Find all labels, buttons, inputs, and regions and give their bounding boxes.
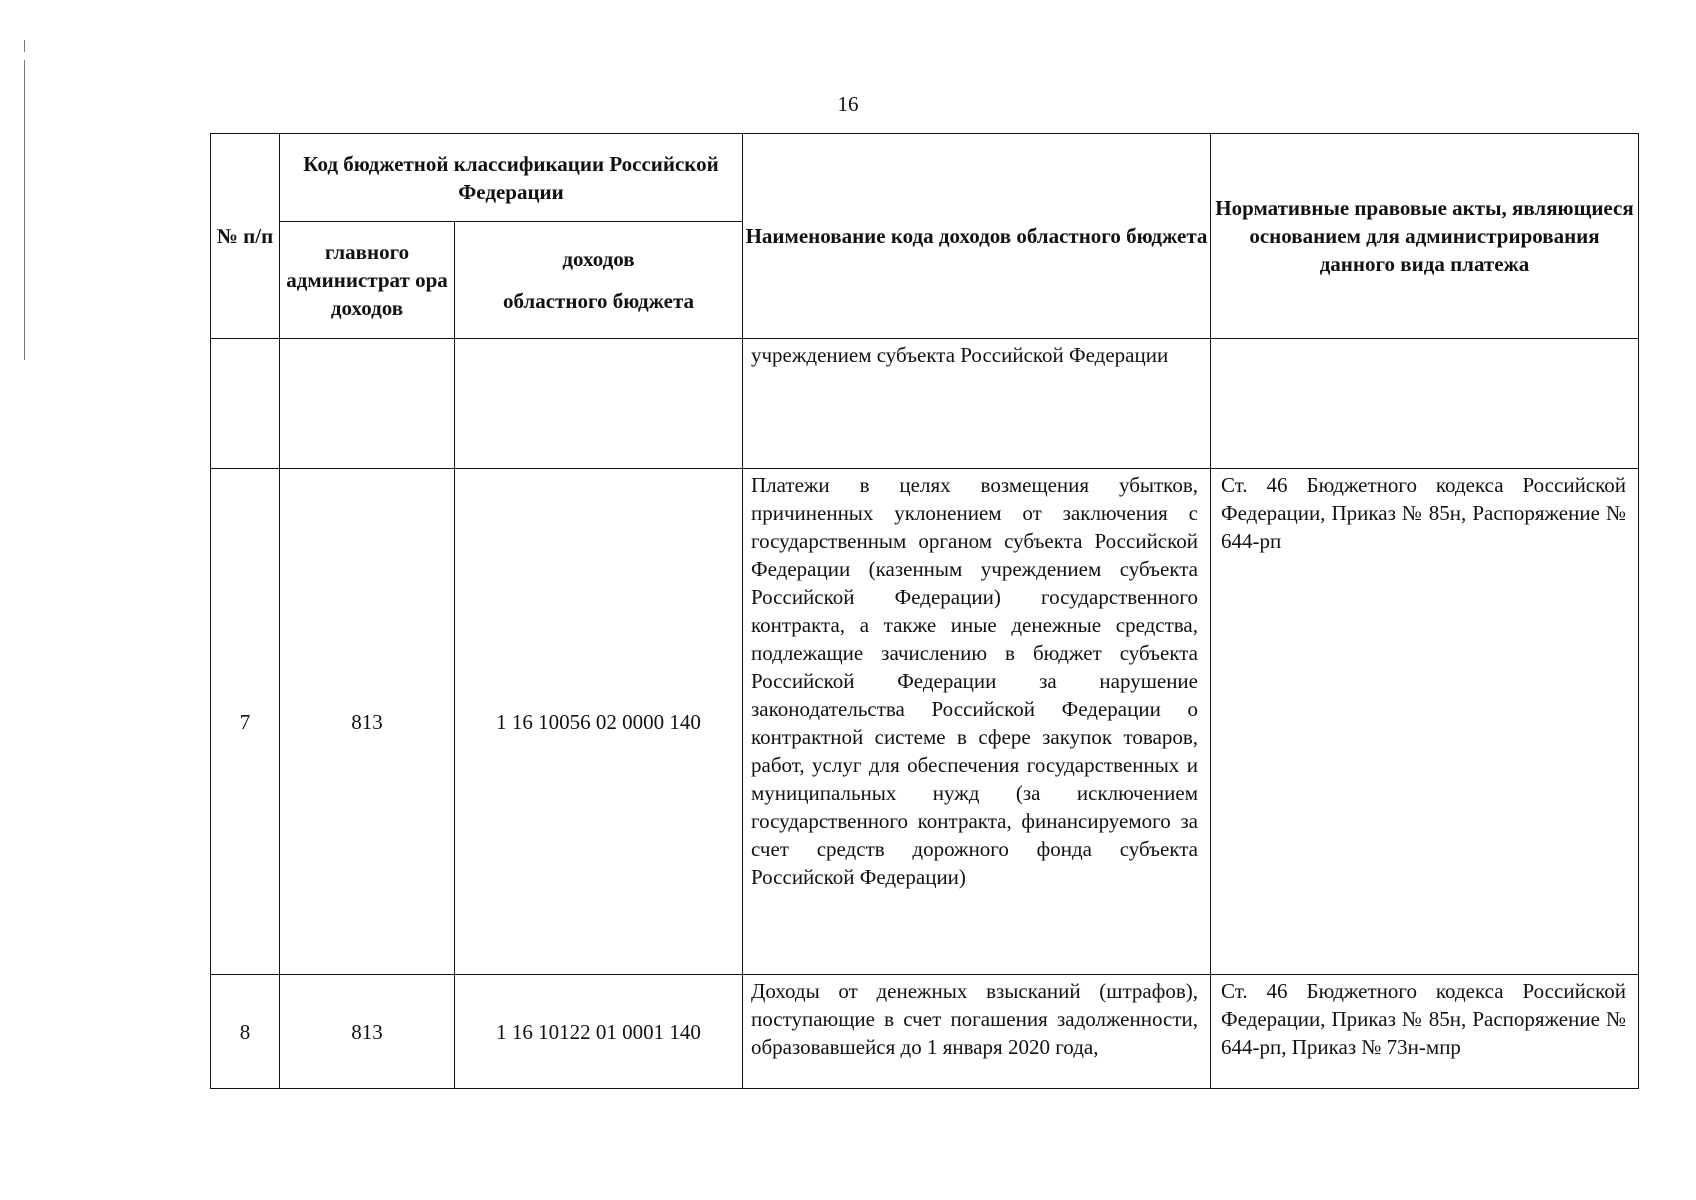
header-income-line2: областного бюджета bbox=[502, 289, 695, 313]
header-income-line1: доходов bbox=[562, 247, 635, 271]
header-name: Наименование кода доходов областного бюджета bbox=[743, 134, 1211, 339]
table-row bbox=[211, 339, 1639, 469]
row-admin-code: 813 bbox=[280, 975, 455, 1089]
margin-mark bbox=[24, 40, 25, 52]
row-description: Доходы от денежных взысканий (штрафов), поступающие в счет погашения задолженности, образовавшейся до 1 января 2020 года, bbox=[743, 975, 1211, 1089]
table-row bbox=[211, 975, 1639, 1089]
header-income-spacer bbox=[455, 273, 742, 287]
table-header bbox=[211, 134, 1639, 339]
header-kbk-group: Код бюджетной классификации Российской Федерации bbox=[280, 134, 743, 222]
row-description: Платежи в целях возмещения убытков, причиненных уклонением от заключения с государственным органом субъекта Российской Федерации (казенным учреждением субъекта Российской Федерации) государственного контракта, а также иные денежные средства, подлежащие зачислению в бюджет субъекта Российской Федерации за нарушение законодательства Российской Федерации о контрактной системе в сфере закупок товаров, работ, услуг для обеспечения государственных и муниципальных нужд (за исключением государственного контракта, финансируемого за счет средств дорожного фонда субъекта Российской Федерации) bbox=[743, 469, 1211, 975]
row-description: учреждением субъекта Российской Федерации bbox=[743, 339, 1211, 469]
row-acts: Ст. 46 Бюджетного кодекса Российской Федерации, Приказ № 85н, Распоряжение № 644-рп, Приказ № 73н-мпр bbox=[1211, 975, 1639, 1089]
table-row bbox=[211, 469, 1639, 975]
budget-table bbox=[210, 133, 1639, 1089]
row-num: 7 bbox=[211, 469, 280, 975]
row-num: 8 bbox=[211, 975, 280, 1089]
header-acts: Нормативные правовые акты, являющиеся основанием для администрирования данного вида платежа bbox=[1211, 134, 1639, 339]
row-num bbox=[211, 339, 280, 469]
header-income bbox=[455, 222, 743, 339]
row-admin-code: 813 bbox=[280, 469, 455, 975]
row-acts: Ст. 46 Бюджетного кодекса Российской Федерации, Приказ № 85н, Распоряжение № 644-рп bbox=[1211, 469, 1639, 975]
row-income-code: 1 16 10056 02 0000 140 bbox=[455, 469, 743, 975]
row-acts bbox=[1211, 339, 1639, 469]
row-admin-code bbox=[280, 339, 455, 469]
header-num: № п/п bbox=[211, 134, 280, 339]
header-admin: главного администрат ора доходов bbox=[280, 222, 455, 339]
row-income-code bbox=[455, 339, 743, 469]
row-income-code: 1 16 10122 01 0001 140 bbox=[455, 975, 743, 1089]
page-number: 16 bbox=[837, 92, 859, 116]
